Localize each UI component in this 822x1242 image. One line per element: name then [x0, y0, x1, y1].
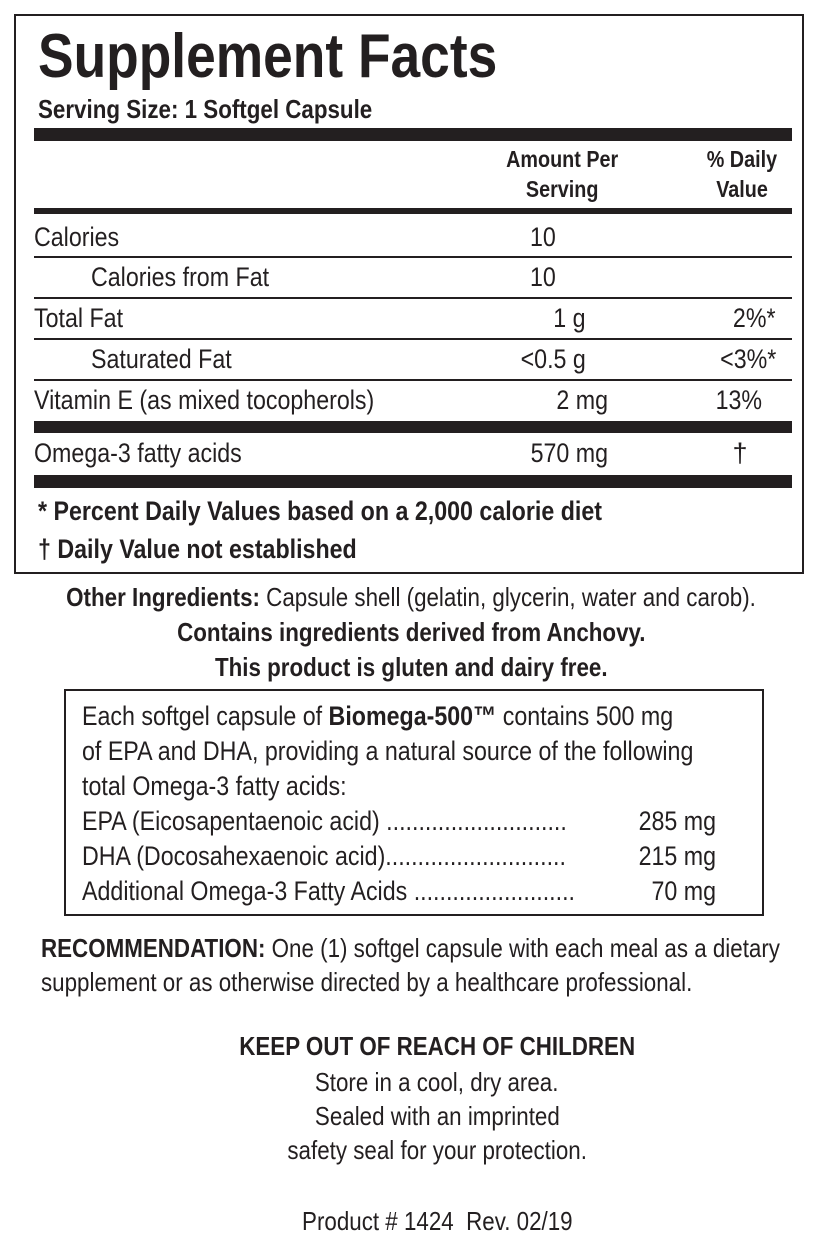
omega-item-epa: EPA (Eicosapentaenoic acid) ............................	[82, 806, 567, 836]
allergen-statement: Contains ingredients derived from Anchovy.	[176, 617, 646, 647]
thick-divider	[34, 128, 792, 141]
supplement-facts-panel	[14, 14, 804, 574]
row-vitamin-e-dv: 13%	[715, 385, 762, 415]
header-amount: Amount Per Serving	[505, 146, 619, 202]
omega-intro-line: Each softgel capsule of Biomega-500™ contains 500 mg	[82, 701, 674, 731]
row-saturated-fat-dv: <3%*	[719, 344, 776, 374]
other-ingredients-label: Other Ingredients:	[66, 582, 260, 612]
omega-item-epa-value: 285 mg	[638, 806, 716, 836]
product-number-revision: Product # 1424 Rev. 02/19	[301, 1206, 573, 1236]
footnote-dv-not-established: † Daily Value not established	[38, 534, 357, 564]
medium-divider	[34, 208, 792, 214]
other-ingredients-text: Capsule shell (gelatin, glycerin, water and carob).	[266, 582, 756, 612]
omega-item-additional-value: 70 mg	[651, 876, 716, 906]
row-vitamin-e-amount: 2 mg	[556, 385, 608, 415]
row-omega-3-label: Omega-3 fatty acids	[34, 438, 242, 468]
recommendation: RECOMMENDATION: One (1) softgel capsule with each meal as a dietary	[41, 933, 780, 963]
header-daily-value: % Daily Value	[706, 146, 778, 202]
recommendation-label: RECOMMENDATION:	[41, 933, 266, 963]
row-saturated-fat-label: Saturated Fat	[91, 344, 232, 374]
row-divider	[34, 256, 792, 258]
keep-out-of-reach-warning: KEEP OUT OF REACH OF CHILDREN	[239, 1031, 635, 1061]
row-total-fat-dv: 2%*	[733, 303, 776, 333]
omega-line-3: total Omega-3 fatty acids:	[82, 771, 347, 801]
omega-item-dha-value: 215 mg	[638, 841, 716, 871]
recommendation-line-2: supplement or as otherwise directed by a healthcare professional.	[41, 967, 693, 997]
serving-size: Serving Size: 1 Softgel Capsule	[38, 94, 373, 124]
row-omega-3-dv: †	[732, 438, 748, 468]
omega-line-2: of EPA and DHA, providing a natural source of the following	[82, 736, 694, 766]
omega-item-dha: DHA (Docosahexaenoic acid)............................	[82, 841, 566, 871]
omega-item-additional: Additional Omega-3 Fatty Acids .........................	[82, 876, 575, 906]
facts-title: Supplement Facts	[38, 22, 498, 91]
row-calories-label: Calories	[34, 222, 120, 252]
row-divider	[34, 338, 792, 340]
footnote-percent-daily: * Percent Daily Values based on a 2,000 calorie diet	[38, 496, 603, 526]
product-name: Biomega-500™	[328, 701, 497, 731]
row-calories-amount: 10	[530, 222, 556, 252]
thick-divider	[34, 421, 792, 433]
row-vitamin-e-label: Vitamin E (as mixed tocopherols)	[34, 385, 375, 415]
row-total-fat-amount: 1 g	[553, 303, 586, 333]
thick-divider	[34, 475, 792, 488]
storage-instructions: Store in a cool, dry area.	[315, 1067, 559, 1097]
row-calories-from-fat-label: Calories from Fat	[91, 262, 270, 292]
safety-seal-line-1: Sealed with an imprinted	[314, 1101, 560, 1131]
row-omega-3-amount: 570 mg	[530, 438, 608, 468]
row-divider	[34, 379, 792, 381]
safety-seal-line-2: safety seal for your protection.	[287, 1135, 587, 1165]
other-ingredients	[0, 580, 822, 614]
row-saturated-fat-amount: <0.5 g	[520, 344, 586, 374]
row-divider	[34, 297, 792, 299]
row-calories-from-fat-amount: 10	[530, 262, 556, 292]
row-total-fat-label: Total Fat	[34, 303, 124, 333]
omega-info-box	[64, 689, 764, 916]
gluten-dairy-free-statement: This product is gluten and dairy free.	[214, 652, 608, 682]
